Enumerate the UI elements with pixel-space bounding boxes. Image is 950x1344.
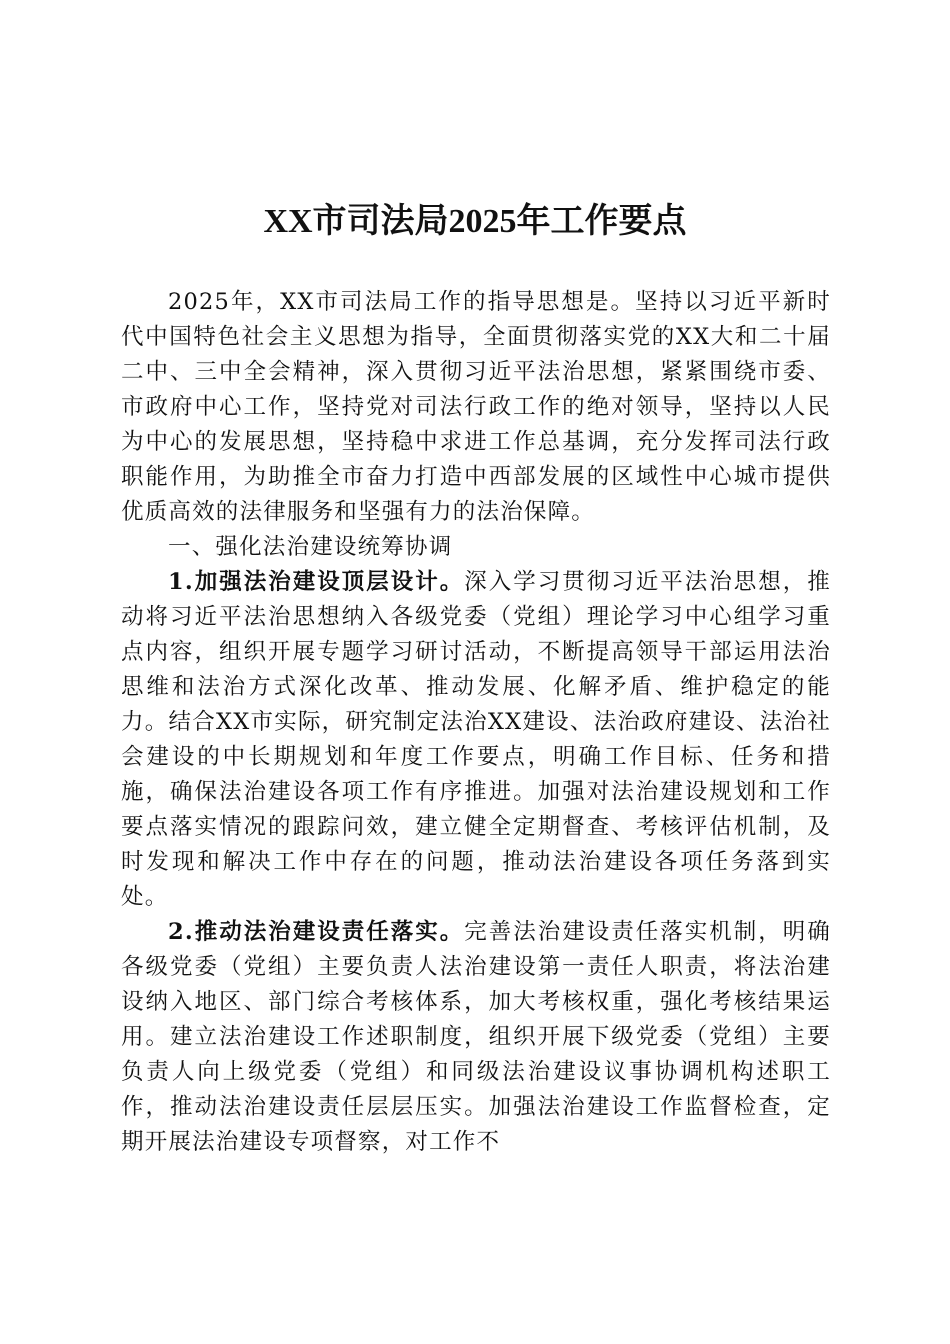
item-lead-1: 1.加强法治建设顶层设计。 xyxy=(168,569,465,595)
item-text-1: 深入学习贯彻习近平法治思想，推动将习近平法治思想纳入各级党委（党组）理论学习中心组学习重点内容，组织开展专题学习研讨活动，不断提高领导干部运用法治思维和法治方式深化改革、推动发展、化解矛盾、维护稳定的能力。结合XX市实际，研究制定法治XX建设、法治政府建设、法治社会建设的中长期规划和年度工作要点，明确工作目标、任务和措施，确保法治建设各项工作有序推进。加强对法治建设规划和工作要点落实情况的跟踪问效，建立健全定期督查、考核评估机制，及时发现和解决工作中存在的问题，推动法治建设各项任务落到实处。 xyxy=(121,569,831,910)
intro-paragraph: 2025年，XX市司法局工作的指导思想是。坚持以习近平新时代中国特色社会主义思想为指导，全面贯彻落实党的XX大和二十届二中、三中全会精神，深入贯彻习近平法治思想，紧紧围绕市委、市政府中心工作，坚持党对司法行政工作的绝对领导，坚持以人民为中心的发展思想，坚持稳中求进工作总基调，充分发挥司法行政职能作用，为助推全市奋力打造中西部发展的区域性中心城市提供优质高效的法律服务和坚强有力的法治保障。 xyxy=(121,289,831,525)
item-lead-2: 2.推动法治建设责任落实。 xyxy=(168,919,465,945)
section-heading: 一、强化法治建设统筹协调 xyxy=(168,534,453,560)
item-paragraph-2 xyxy=(121,915,831,1160)
document-body xyxy=(121,285,831,1160)
document-title: XX市司法局2025年工作要点 xyxy=(263,203,687,240)
item-paragraph-1 xyxy=(121,565,831,915)
item-text-2: 完善法治建设责任落实机制，明确各级党委（党组）主要负责人法治建设第一责任人职责，将法治建设纳入地区、部门综合考核体系，加大考核权重，强化考核结果运用。建立法治建设工作述职制度，组织开展下级党委（党组）主要负责人向上级党委（党组）和同级法治建设议事协调机构述职工作，推动法治建设责任层层压实。加强法治建设工作监督检查，定期开展法治建设专项督察，对工作不 xyxy=(121,919,831,1155)
